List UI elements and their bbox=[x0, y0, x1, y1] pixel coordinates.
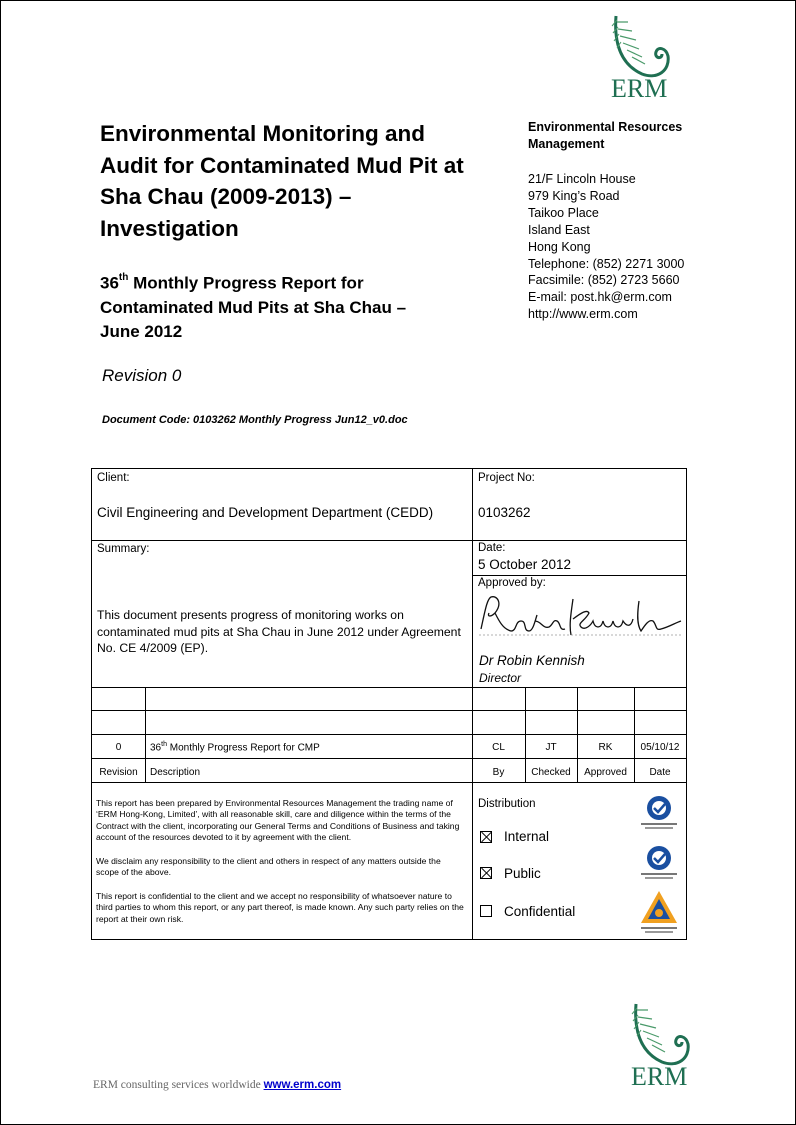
header-checked: Checked bbox=[531, 767, 571, 778]
fern-icon bbox=[628, 1000, 694, 1068]
erm-logo-bottom bbox=[628, 1000, 694, 1092]
approver-title: Director bbox=[479, 671, 522, 685]
bsi-certification-badge-icon bbox=[637, 843, 681, 883]
approved-by-label: Approved by: bbox=[478, 577, 546, 589]
distribution-label: Distribution bbox=[478, 798, 536, 810]
quality-certification-badge-icon bbox=[637, 889, 681, 935]
address-line: 979 King’s Road bbox=[528, 188, 620, 203]
address-line: Taikoo Place bbox=[528, 205, 599, 220]
website: http://www.erm.com bbox=[528, 307, 638, 322]
subtitle-line: Contaminated Mud Pits at Sha Chau – bbox=[100, 297, 407, 317]
bsi-certification-badge-icon bbox=[637, 793, 681, 833]
internal-checkbox[interactable] bbox=[480, 831, 492, 843]
col-divider bbox=[472, 469, 473, 687]
header-description: Description bbox=[150, 767, 201, 778]
approver-name: Dr Robin Kennish bbox=[479, 653, 585, 668]
row-divider bbox=[92, 710, 686, 711]
col-divider bbox=[145, 687, 146, 782]
disclaimer-paragraph: This report has been prepared by Environmental Resources Management the trading name of ‘ERM Hong-Kong, Limited’, with all reasonable skill, care and diligence within the terms of the Contract with the client, incorporating our General Terms and Conditions of Business and taking account of the resources devoted to it by agreement with the client. bbox=[96, 798, 460, 842]
fern-icon bbox=[608, 12, 674, 80]
date-value: 5 October 2012 bbox=[478, 557, 572, 572]
subtitle-line: June 2012 bbox=[100, 321, 183, 341]
org-name-line: Management bbox=[528, 137, 605, 151]
col-divider bbox=[472, 782, 473, 939]
subtitle-number: 36 bbox=[100, 273, 119, 293]
logo-text: ERM bbox=[631, 1062, 688, 1091]
internal-label: Internal bbox=[504, 829, 550, 844]
revision-label: Revision 0 bbox=[102, 366, 182, 385]
confidential-label: Confidential bbox=[504, 904, 576, 919]
row-divider bbox=[92, 782, 686, 783]
title-line: Audit for Contaminated Mud Pit at bbox=[100, 152, 464, 178]
title-line: Sha Chau (2009-2013) – bbox=[100, 184, 352, 209]
erm-logo-top bbox=[608, 12, 674, 103]
subtitle-line: Monthly Progress Report for bbox=[128, 273, 364, 293]
revision-number: 0 bbox=[115, 742, 122, 753]
row-divider bbox=[92, 734, 686, 735]
disclaimer-paragraph: This report is confidential to the client and we accept no responsibility of whatsoever nature to third parties to whom this report, or any part thereof, is made known. Any such party relies on the report at their own risk. bbox=[96, 891, 464, 924]
address-line: 21/F Lincoln House bbox=[528, 172, 636, 186]
header-approved: Approved bbox=[584, 767, 627, 778]
client-value: Civil Engineering and Development Department (CEDD) bbox=[97, 505, 434, 520]
document-title bbox=[100, 118, 490, 244]
client-label: Client: bbox=[97, 472, 130, 484]
project-label: Project No: bbox=[478, 472, 535, 484]
header-by: By bbox=[492, 767, 505, 778]
confidential-checkbox[interactable] bbox=[480, 905, 492, 917]
org-name-line: Environmental Resources bbox=[528, 120, 683, 134]
row-divider bbox=[472, 575, 686, 576]
logo-text: ERM bbox=[611, 74, 668, 103]
revision-checked: JT bbox=[545, 742, 557, 753]
title-line: Environmental Monitoring and bbox=[100, 121, 425, 146]
description-text: Monthly Progress Report for CMP bbox=[166, 742, 320, 754]
revision-date: 05/10/12 bbox=[640, 742, 680, 753]
header-revision: Revision bbox=[99, 767, 138, 778]
revision-description bbox=[150, 741, 470, 753]
facsimile: Facsimile: (852) 2723 5660 bbox=[528, 273, 680, 288]
address-line: Hong Kong bbox=[528, 239, 591, 254]
address-line: Island East bbox=[528, 222, 590, 237]
row-divider bbox=[92, 687, 686, 688]
summary-label: Summary: bbox=[97, 543, 150, 555]
footer-text: ERM consulting services worldwide bbox=[93, 1079, 264, 1091]
email: E-mail: post.hk@erm.com bbox=[528, 290, 672, 305]
project-value: 0103262 bbox=[478, 505, 531, 520]
header-date: Date bbox=[649, 767, 671, 778]
organisation-address bbox=[528, 171, 684, 323]
subtitle-suffix: th bbox=[118, 272, 129, 283]
summary-text: This document presents progress of monitoring works on contaminated mud pits at Sha Chau in June 2012 under Agreement No. CE 4/2009 (EP). bbox=[97, 608, 461, 655]
document-subtitle bbox=[100, 268, 480, 344]
public-checkbox[interactable] bbox=[480, 867, 492, 879]
title-line: Investigation bbox=[100, 215, 239, 241]
revision-approved: RK bbox=[598, 742, 613, 753]
description-suffix: th bbox=[161, 741, 167, 748]
footer-website-link[interactable]: www.erm.com bbox=[263, 1079, 342, 1091]
document-code: Document Code: 0103262 Monthly Progress Jun12_v0.doc bbox=[102, 414, 408, 426]
telephone: Telephone: (852) 2271 3000 bbox=[528, 256, 685, 271]
document-control-table bbox=[91, 468, 687, 940]
footer bbox=[93, 1079, 341, 1091]
disclaimer-paragraph: We disclaim any responsibility to the client and others in respect of any matters outside the scope of the above. bbox=[96, 856, 441, 878]
organisation-name bbox=[528, 119, 728, 153]
signature-icon bbox=[477, 591, 685, 645]
description-number: 36 bbox=[150, 742, 162, 754]
public-label: Public bbox=[504, 866, 541, 881]
revision-by: CL bbox=[492, 742, 505, 753]
row-divider bbox=[92, 540, 686, 541]
row-divider bbox=[92, 758, 686, 759]
date-label: Date: bbox=[478, 542, 506, 554]
